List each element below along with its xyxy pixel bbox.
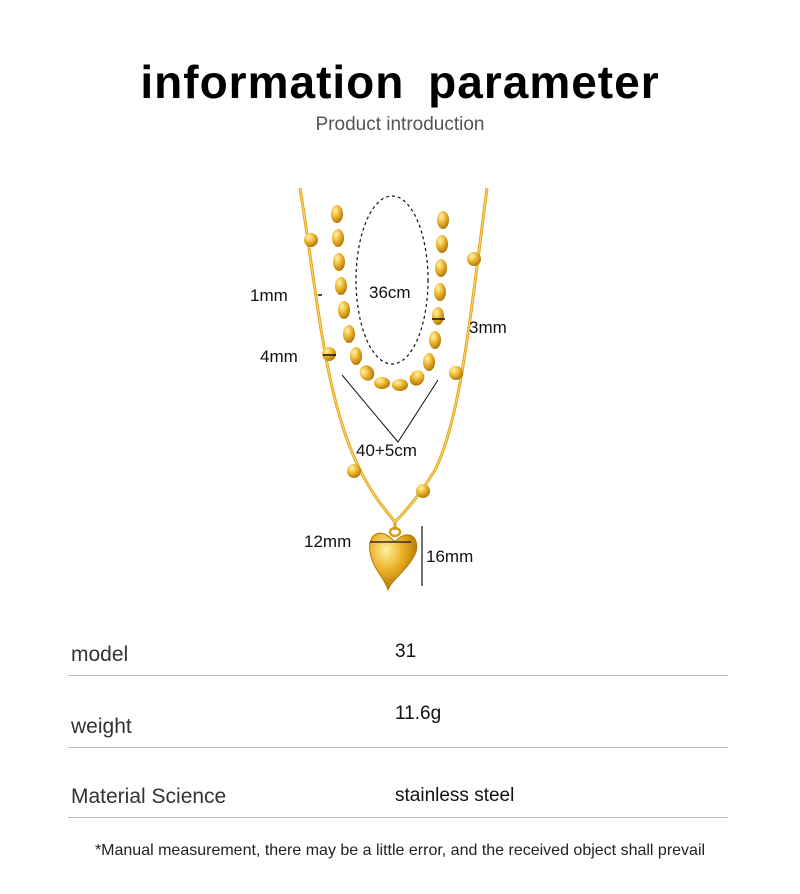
chain-ball [416,484,430,498]
necklace-illustration [230,180,560,600]
necklace-drawing [230,180,560,600]
chain-ball [467,252,481,266]
chain-ball [304,233,318,247]
footnote: *Manual measurement, there may be a little error, and the received object shall prevail [94,842,706,859]
spec-value: 31 [395,641,417,662]
spec-label: weight [71,715,132,738]
dim-outer-length: 40+5cm [356,441,417,460]
spec-value: stainless steel [395,785,515,806]
chain-ball [449,366,463,380]
spec-row-material [68,747,728,818]
chain-ball [347,464,361,478]
dim-inner-length: 36cm [369,283,411,302]
spec-row-weight [68,677,728,748]
page-title: information parameter [140,56,660,108]
dim-ball-size: 4mm [260,347,298,366]
spec-label: Material Science [71,785,227,808]
dim-pendant-width: 12mm [304,532,352,551]
length-v-guide [342,375,438,442]
chain-ball [322,347,336,361]
dim-chain-width: 1mm [250,286,288,305]
spec-row-model [68,605,728,676]
page-subtitle: Product introduction [315,114,485,135]
spec-label: model [71,643,129,666]
spec-value: 11.6g [395,703,442,724]
dim-pendant-height: 16mm [426,547,474,566]
dim-bead-size: 3mm [469,318,507,337]
length-guide [356,196,428,364]
